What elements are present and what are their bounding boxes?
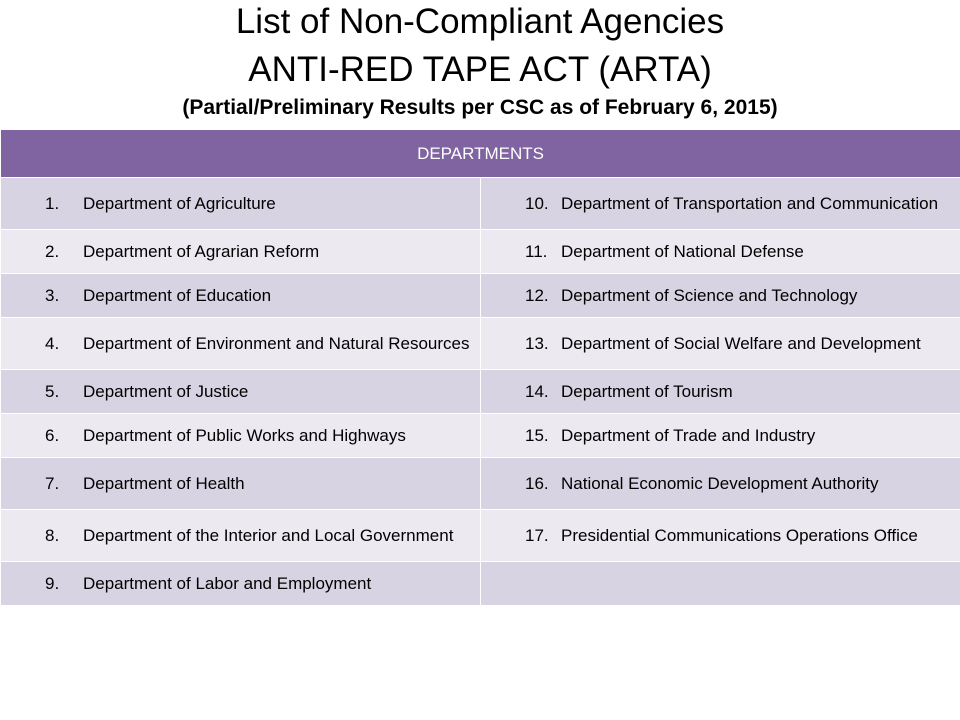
agency-name: Department of Environment and Natural Resources — [83, 334, 470, 353]
agency-name: Department of Health — [83, 474, 245, 493]
item-number: 10. — [525, 194, 549, 213]
agency-name: Department of Social Welfare and Development — [561, 334, 921, 353]
agency-name: Department of Agriculture — [83, 194, 276, 213]
table-row — [1, 318, 960, 370]
agency-name: National Economic Development Authority — [561, 474, 879, 493]
agency-name: Department of National Defense — [561, 242, 804, 261]
item-number: 3. — [45, 286, 60, 305]
table-cell-left — [1, 274, 481, 318]
item-number: 17. — [525, 526, 549, 545]
table-cell-left — [1, 230, 481, 274]
agency-name: Presidential Communications Operations Office — [561, 526, 918, 545]
item-number: 8. — [45, 526, 60, 545]
agency-name: Department of Trade and Industry — [561, 426, 816, 445]
table-row — [1, 274, 960, 318]
table-row — [1, 562, 960, 606]
agency-name: Department of Labor and Employment — [83, 574, 372, 593]
table-cell-right — [481, 370, 960, 414]
item-number: 7. — [45, 474, 60, 493]
item-number: 6. — [45, 426, 60, 445]
departments-table — [0, 129, 960, 606]
title-line-1: List of Non-Compliant Agencies — [235, 2, 725, 41]
table-row — [1, 370, 960, 414]
table-row — [1, 510, 960, 562]
table-cell-left — [1, 414, 481, 458]
table-row — [1, 230, 960, 274]
item-number: 1. — [45, 194, 60, 213]
table-cell-left — [1, 458, 481, 510]
table-row — [1, 458, 960, 510]
item-number: 13. — [525, 334, 549, 353]
table-cell-left — [1, 178, 481, 230]
subtitle: (Partial/Preliminary Results per CSC as of February 6, 2015) — [182, 96, 778, 119]
item-number: 15. — [525, 426, 549, 445]
agency-name: Department of the Interior and Local Government — [83, 526, 454, 545]
table-header: DEPARTMENTS — [1, 130, 960, 178]
table-cell-right — [481, 274, 960, 318]
table-cell-right — [481, 458, 960, 510]
table-cell-right — [481, 562, 960, 606]
table-cell-right — [481, 230, 960, 274]
table-cell-right — [481, 510, 960, 562]
table-cell-right — [481, 318, 960, 370]
item-number: 2. — [45, 242, 60, 261]
table-cell-right — [481, 178, 960, 230]
item-number: 5. — [45, 382, 60, 401]
agency-name: Department of Tourism — [561, 382, 733, 401]
item-number: 9. — [45, 574, 60, 593]
agency-name: Department of Public Works and Highways — [83, 426, 406, 445]
table-row — [1, 178, 960, 230]
agency-name: Department of Justice — [83, 382, 249, 401]
table-cell-left — [1, 318, 481, 370]
title-line-2: ANTI-RED TAPE ACT (ARTA) — [248, 50, 712, 89]
agency-name: Department of Science and Technology — [561, 286, 858, 305]
table-cell-left — [1, 510, 481, 562]
table-cell-left — [1, 370, 481, 414]
agency-name: Department of Transportation and Communication — [561, 194, 939, 213]
agency-name: Department of Agrarian Reform — [83, 242, 320, 261]
item-number: 11. — [525, 242, 548, 261]
item-number: 4. — [45, 334, 60, 353]
item-number: 12. — [525, 286, 549, 305]
item-number: 14. — [525, 382, 549, 401]
item-number: 16. — [525, 474, 549, 493]
agency-name: Department of Education — [83, 286, 272, 305]
table-row — [1, 414, 960, 458]
table-cell-left — [1, 562, 481, 606]
table-cell-right — [481, 414, 960, 458]
